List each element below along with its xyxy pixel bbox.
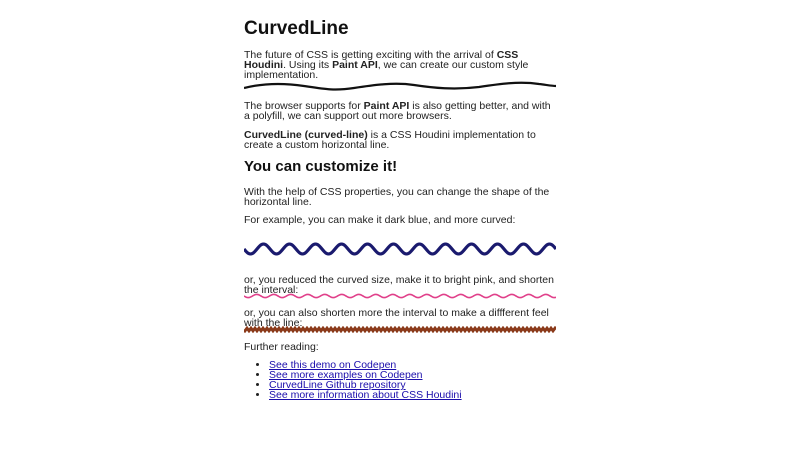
support-paragraph	[244, 101, 556, 121]
intro-text-2: . Using its	[283, 59, 333, 71]
link-github-repository[interactable]: CurvedLine Github repository	[269, 379, 406, 391]
about-bold-1: CurvedLine (curved-line)	[244, 129, 368, 141]
page-title: CurvedLine	[244, 18, 349, 39]
curved-line-dark-blue-path	[244, 244, 556, 254]
intro-text-1: The future of CSS is getting exciting with the arrival of	[244, 49, 497, 61]
customize-heading: You can customize it!	[244, 158, 398, 175]
link-codepen-examples[interactable]: See more examples on Codepen	[269, 369, 423, 381]
support-bold-1: Paint API	[363, 100, 410, 112]
list-item	[269, 390, 462, 400]
example3-paragraph: or, you can also shorten more the interval to make a diffferent feel with the line:	[244, 307, 549, 329]
customize-paragraph: With the help of CSS properties, you can change the shape of the horizontal line.	[244, 186, 550, 208]
example1-paragraph: For example, you can make it dark blue, and more curved:	[244, 214, 516, 226]
example2-paragraph: or, you reduced the curved size, make it to bright pink, and shorten the interval:	[244, 274, 554, 296]
curved-line-brown	[244, 326, 556, 333]
intro-text-3: , we can create our custom style implementation.	[244, 59, 529, 81]
curved-line-dark-blue	[244, 240, 556, 258]
curved-line-default-path	[244, 83, 556, 90]
link-css-houdini-info[interactable]: See more information about CSS Houdini	[269, 389, 462, 401]
further-reading-list	[244, 360, 462, 400]
link-codepen-demo[interactable]: See this demo on Codepen	[269, 359, 397, 371]
support-text-1: The browser supports for	[244, 100, 364, 112]
intro-bold-2: Paint API	[332, 59, 378, 71]
curved-line-pink	[244, 292, 556, 300]
about-paragraph	[244, 130, 556, 150]
intro-bold-1: CSS Houdini	[244, 49, 519, 71]
curved-line-default	[244, 79, 556, 93]
intro-paragraph	[244, 50, 556, 80]
about-text-1: is a CSS Houdini implementation to create a custom horizontal line.	[244, 129, 536, 151]
curved-line-pink-path	[244, 294, 556, 297]
support-text-2: is also getting better, and with a polyfill, we can support out more browsers.	[244, 100, 551, 122]
curved-line-brown-path	[244, 328, 556, 331]
further-reading-label: Further reading:	[244, 341, 319, 353]
